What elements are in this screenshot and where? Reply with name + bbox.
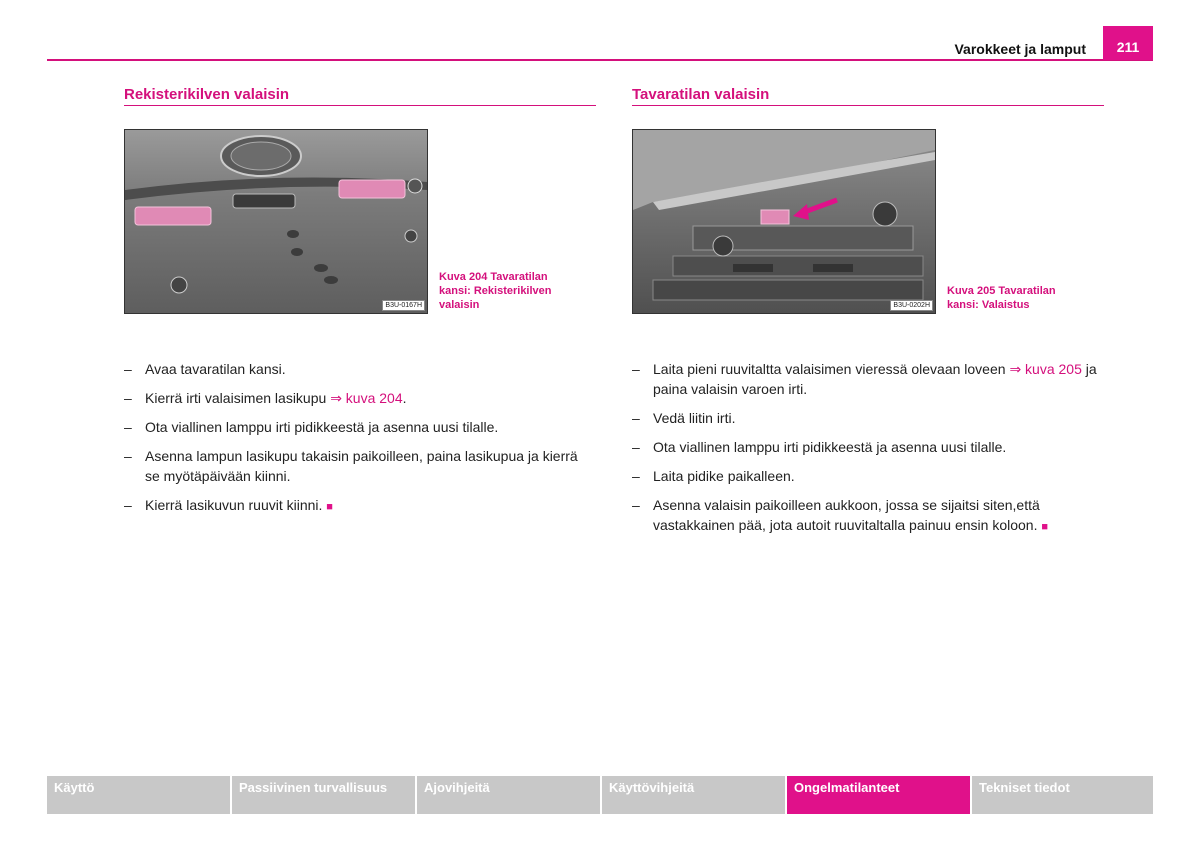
list-item — [124, 359, 596, 379]
tab-usage-tips[interactable]: Käyttövihjeitä — [602, 776, 785, 814]
figure-code: B3U-0202H — [890, 300, 933, 311]
end-mark-icon: ■ — [1041, 521, 1049, 533]
step-text: Kierrä lasikuvun ruuvit kiinni. — [145, 497, 327, 513]
step-text: . — [402, 390, 407, 406]
section-title: Tavaratilan valaisin — [632, 86, 1104, 106]
caption-line: Kuva 205 Tavaratilan — [947, 285, 1056, 297]
step-text: Asenna lampun lasikupu takaisin paikoilleen, paina lasikupua ja kierrä se myötäpäivään kiinni. — [145, 448, 578, 484]
step-text: Asenna valaisin paikoilleen aukkoon, jossa se sijaitsi siten,että vastakkainen pää, jota autoit ruuvitaltalla painuu ensin koloon. — [653, 497, 1042, 533]
step-text: Kierrä irti valaisimen lasikupu — [145, 390, 331, 406]
dash: – — [632, 468, 640, 484]
figure-code: B3U-0167H — [382, 300, 425, 311]
list-item — [124, 446, 596, 486]
list-item — [632, 408, 1104, 428]
tab-technical-data[interactable]: Tekniset tiedot — [972, 776, 1153, 814]
figure-205 — [632, 129, 1104, 329]
section-title: Rekisterikilven valaisin — [124, 86, 596, 106]
page-header-title: Varokkeet ja lamput — [954, 41, 1086, 57]
figure-205-caption — [947, 284, 1097, 312]
figure-204 — [124, 129, 596, 329]
dash: – — [632, 361, 640, 377]
trunk-lid-license-light-illustration — [125, 130, 427, 313]
step-text: Ota viallinen lamppu irti pidikkeestä ja asenna uusi tilalle. — [145, 419, 499, 435]
step-text: Avaa tavaratilan kansi. — [145, 361, 286, 377]
step-text: Laita pidike paikalleen. — [653, 468, 795, 484]
caption-line: Kuva 204 Tavaratilan — [439, 271, 548, 283]
end-mark-icon: ■ — [326, 501, 333, 513]
caption-line: kansi: Rekisterikilven — [439, 285, 552, 297]
dash: – — [124, 448, 132, 464]
steps-list — [124, 359, 596, 517]
tab-kaytto[interactable]: Käyttö — [47, 776, 230, 814]
list-item — [632, 437, 1104, 457]
step-text: Vedä liitin irti. — [653, 410, 736, 426]
header-rule — [47, 59, 1153, 61]
list-item — [124, 417, 596, 437]
figure-reference-link[interactable]: ⇒ kuva 205 — [1009, 361, 1082, 377]
figure-reference-link[interactable]: ⇒ kuva 204 — [330, 390, 403, 406]
list-item — [632, 466, 1104, 486]
tab-driving-tips[interactable]: Ajovihjeitä — [417, 776, 600, 814]
step-text: Laita pieni ruuvitaltta valaisimen vieressä olevaan loveen — [653, 361, 1010, 377]
section-trunk-light — [632, 86, 1104, 546]
dash: – — [124, 361, 132, 377]
dash: – — [124, 497, 132, 513]
tab-passive-safety[interactable]: Passiivinen turvallisuus — [232, 776, 415, 814]
tab-troubleshooting[interactable]: Ongelmatilanteet — [787, 776, 970, 814]
list-item — [632, 359, 1104, 399]
figure-205-photo — [632, 129, 936, 314]
dash: – — [632, 439, 640, 455]
list-item — [632, 495, 1104, 537]
dash: – — [124, 419, 132, 435]
list-item — [124, 495, 596, 517]
dash: – — [632, 497, 640, 513]
page-number — [1103, 26, 1153, 60]
page-number-text: 211 — [1116, 39, 1140, 55]
step-text: Ota viallinen lamppu irti pidikkeestä ja asenna uusi tilalle. — [653, 439, 1007, 455]
caption-line: kansi: Valaistus — [947, 299, 1030, 311]
steps-list — [632, 359, 1104, 537]
footer-nav — [47, 776, 1153, 814]
dash: – — [124, 390, 132, 406]
trunk-interior-light-illustration — [633, 130, 935, 313]
step-text: ja paina valaisin varoen irti. — [653, 361, 1097, 397]
figure-204-caption — [439, 270, 589, 312]
dash: – — [632, 410, 640, 426]
list-item — [124, 388, 596, 408]
caption-line: valaisin — [439, 299, 480, 311]
figure-204-photo — [124, 129, 428, 314]
section-license-plate-light — [124, 86, 596, 526]
